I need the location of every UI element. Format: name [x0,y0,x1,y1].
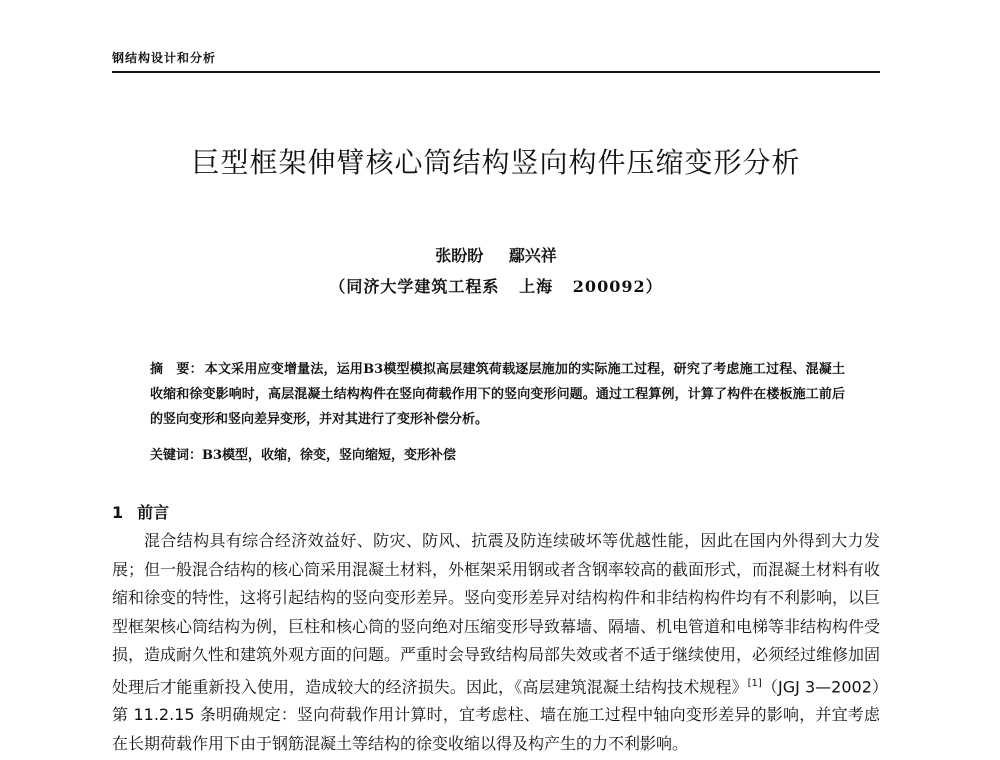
paper-title: 巨型框架伸臂核心筒结构竖向构件压缩变形分析 [191,146,801,179]
abstract-label: 摘 要： [150,362,203,377]
keywords [150,444,845,463]
body-text-2: （JGJ 3—2002）第 11.2.15 条明确规定：竖向荷载作用计算时，宜考虑柱、墙在施工过程中轴向变形差异的影响，并宜考虑在长期荷载作用下由于钢筋混凝土等结构的徐变收缩以得及构产生的力不利影响。 [112,676,880,753]
body-paragraph [112,527,880,758]
section-number: 1 [112,503,124,522]
header-rule [112,71,880,73]
author-1: 张盼盼 [435,246,484,265]
body-text-1: 混合结构具有综合经济效益好、防灾、防风、抗震及防连续破坏等优越性能，因此在国内外得到大力发展；但一般混合结构的核心筒采用混凝土材料，外框架采用钢或者含钢率较高的截面形式，而混凝土材料有收缩和徐变的特性，这将引起结构的竖向变形差异。竖向变形差异对结构构件和非结构构件均有不利影响，以巨型框架核心筒结构为例，巨柱和核心筒的竖向绝对压缩变形导致幕墙、隔墙、机电管道和电梯等非结构构件受损，造成耐久性和建筑外观方面的问题。严重时会导致结构局部失效或者不适于继续使用，必须经过维修加固处理后才能重新投入使用，造成较大的经济损失。因此，《高层建筑混凝土结构技术规程》 [112,531,881,696]
keywords-label: 关键词： [150,448,203,463]
abstract-text: 本文采用应变增量法，运用B3模型模拟高层建筑荷载逐层施加的实际施工过程，研究了考虑施工过程、混凝土收缩和徐变影响时，高层混凝土结构构件在竖向荷载作用下的竖向变形问题。通过工程算例，计算了构件在楼板施工前后的竖向变形和竖向差异变形，并对其进行了变形补偿分析。 [150,362,845,427]
abstract [150,357,845,432]
affiliation: （同济大学建筑工程系 上海 200092） [329,277,663,296]
section-title: 前言 [137,503,170,522]
section-heading [112,500,169,523]
authors [112,243,880,266]
keywords-text: B3模型，收缩，徐变，竖向缩短，变形补偿 [202,448,457,463]
author-2: 鄢兴祥 [508,246,557,265]
running-header: 钢结构设计和分析 [112,51,217,65]
reference-mark: [1] [747,677,762,689]
